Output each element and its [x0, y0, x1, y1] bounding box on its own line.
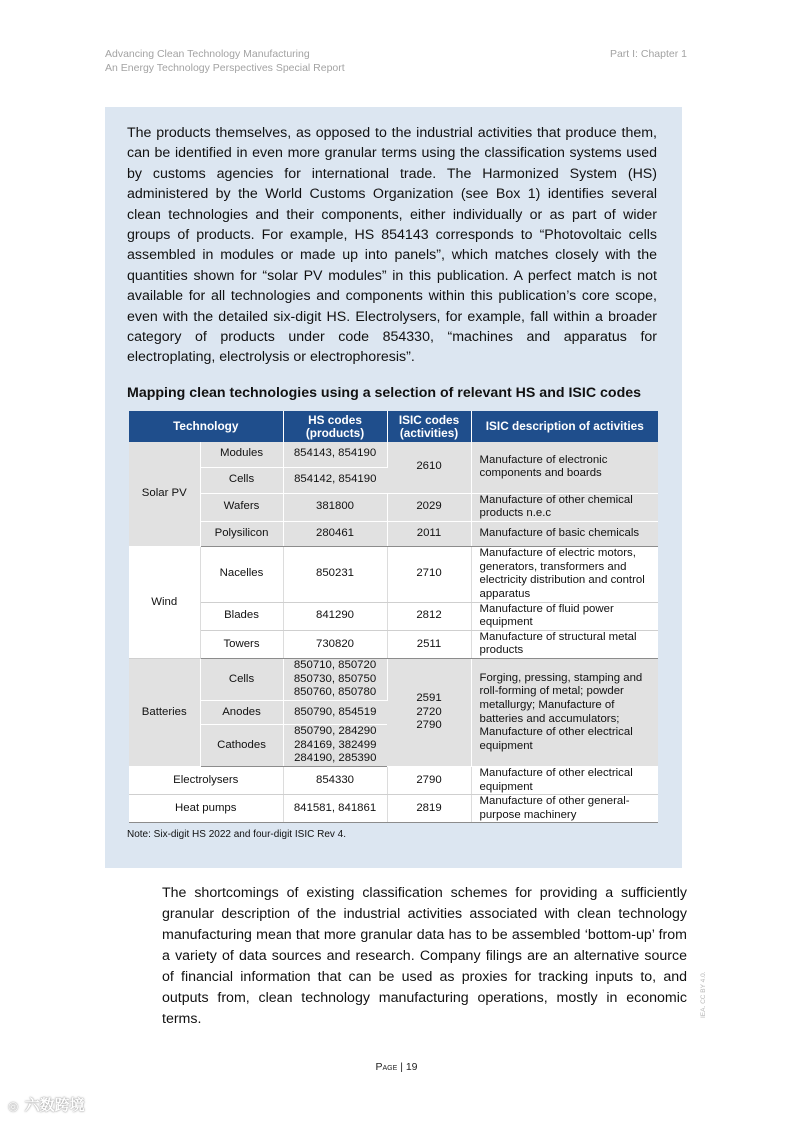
isic-cell: 2819 [387, 795, 471, 823]
watermark-text: 六数跨境 [24, 1097, 85, 1114]
batteries-group [129, 659, 658, 767]
description-cell: Manufacture of structural metal products [471, 630, 658, 658]
table-row [129, 493, 658, 521]
table-row [129, 659, 658, 701]
table-note: Note: Six-digit HS 2022 and four-digit ISIC Rev 4. [127, 829, 346, 840]
table-row [129, 546, 658, 602]
wind-group [129, 546, 658, 658]
description-cell: Manufacture of fluid power equipment [471, 602, 658, 630]
component-cell: Cells [200, 659, 283, 701]
page-separator: | [400, 1061, 403, 1073]
component-cell: Wafers [200, 493, 283, 521]
isic-cell: 2790 [387, 767, 471, 795]
technology-cell: Solar PV [129, 442, 200, 546]
component-cell: Polysilicon [200, 521, 283, 546]
header-report-title: Advancing Clean Technology Manufacturing [105, 48, 310, 60]
description-cell: Manufacture of basic chemicals [471, 521, 658, 546]
watermark [8, 1094, 85, 1115]
table-header-row [129, 411, 658, 442]
hs-code-line: 850760, 850780 [293, 686, 377, 699]
hs-cell: 850231 [283, 546, 387, 602]
hs-code-line: 850790, 284290 [294, 725, 377, 738]
box-paragraph: The products themselves, as opposed to the industrial activities that produce them, can be identified in even more granular terms using the classification systems used by customs agencies for international trade. The Harmonized System (HS) administered by the World Customs Organization (see Box 1) identifies several clean technologies and their components, either individually or as part of wider groups of products. For example, HS 854143 corresponds to “Photovoltaic cells assembled in modules or made up into panels”, which matches closely with the quantities shown for “solar PV modules” in this publication. A perfect match is not available for all technologies and components within this publication’s core scope, even with the detailed six-digit HS. Electrolysers, for example, fall within a broader category of products under code 854330, “machines and apparatus for electroplating, electrolysis or electrophoresis”. [127, 125, 657, 366]
isic-cell: 2610 [387, 442, 471, 493]
table-title: Mapping clean technologies using a selection of relevant HS and ISIC codes [127, 385, 642, 401]
table-row [129, 767, 658, 795]
text-box [105, 107, 682, 868]
technology-cell: Batteries [129, 659, 200, 767]
mapping-table [129, 411, 658, 823]
hs-cell: 850790, 854519 [283, 701, 387, 725]
watermark-logo-icon: ◎ [8, 1099, 19, 1113]
description-cell: Manufacture of other general-purpose machinery [471, 795, 658, 823]
description-cell: Manufacture of electronic components and boards [471, 442, 658, 493]
page-label: Page [375, 1061, 398, 1073]
isic-cell: 2812 [387, 602, 471, 630]
hs-code-line: 850730, 850750 [293, 672, 377, 685]
hs-cell: 280461 [283, 521, 387, 546]
description-cell: Forging, pressing, stamping and roll-forming of metal; powder metallurgy; Manufacture of batteries and accumulators; Manufacture of other electrical equipment [471, 659, 658, 767]
hs-code-line: 284169, 382499 [294, 738, 377, 751]
table-row [129, 630, 658, 658]
isic-cell: 2011 [387, 521, 471, 546]
hs-code-line: 850710, 850720 [293, 659, 377, 672]
table-row [129, 795, 658, 823]
header-hs-codes: HS codes (products) [283, 411, 387, 442]
hs-cell: 381800 [283, 493, 387, 521]
hs-cell: 841581, 841861 [283, 795, 387, 823]
hs-cell: 854143, 854190 [283, 442, 387, 467]
running-header-left [105, 47, 345, 75]
hs-cell: 854330 [283, 767, 387, 795]
table-row [129, 602, 658, 630]
header-isic-codes: ISIC codes (activities) [387, 411, 471, 442]
hs-cell [283, 659, 387, 701]
isic-code-line: 2790 [416, 719, 442, 732]
body-paragraph: The shortcomings of existing classification schemes for providing a sufficiently granular description of the industrial activities associated with clean technology manufacturing mean that more granular data has to be assembled ‘bottom-up’ from a variety of data sources and research. Company filings are an alternative source of financial information that can be used as proxies for tracking inputs to, and outputs from, clean technology manufacturing operations, mostly in economic terms. [162, 885, 687, 1027]
hs-cell: 854142, 854190 [283, 467, 387, 493]
description-cell: Manufacture of electric motors, generators, transformers and electricity distribution and control apparatus [471, 546, 658, 602]
header-isic-description: ISIC description of activities [471, 411, 658, 442]
description-cell: Manufacture of other chemical products n.e.c [471, 493, 658, 521]
header-chapter: Part I: Chapter 1 [609, 48, 687, 60]
page-footer [0, 1061, 793, 1073]
isic-code-line: 2720 [416, 705, 442, 718]
table-row [129, 521, 658, 546]
component-cell: Cathodes [200, 725, 283, 767]
component-cell: Modules [200, 442, 283, 467]
header-report-subtitle: An Energy Technology Perspectives Special Report [105, 62, 345, 74]
isic-cell: 2029 [387, 493, 471, 521]
component-cell: Anodes [200, 701, 283, 725]
isic-cell: 2511 [387, 630, 471, 658]
hs-cell: 841290 [283, 602, 387, 630]
isic-cell: 2710 [387, 546, 471, 602]
license-note: IEA. CC BY 4.0. [700, 971, 707, 1018]
page-number: 19 [405, 1061, 418, 1073]
component-cell: Towers [200, 630, 283, 658]
other-technologies-group [129, 767, 658, 823]
isic-cell [387, 659, 471, 767]
hs-cell [283, 725, 387, 767]
technology-cell: Wind [129, 546, 200, 658]
technology-cell: Electrolysers [129, 767, 283, 795]
solar-pv-group [129, 442, 658, 546]
technology-cell: Heat pumps [129, 795, 283, 823]
header-technology: Technology [129, 411, 283, 442]
hs-code-line: 284190, 285390 [294, 752, 377, 765]
component-cell: Cells [200, 467, 283, 493]
description-cell: Manufacture of other electrical equipment [471, 767, 658, 795]
hs-cell: 730820 [283, 630, 387, 658]
component-cell: Nacelles [200, 546, 283, 602]
component-cell: Blades [200, 602, 283, 630]
table-row [129, 442, 658, 467]
isic-code-line: 2591 [416, 692, 442, 705]
